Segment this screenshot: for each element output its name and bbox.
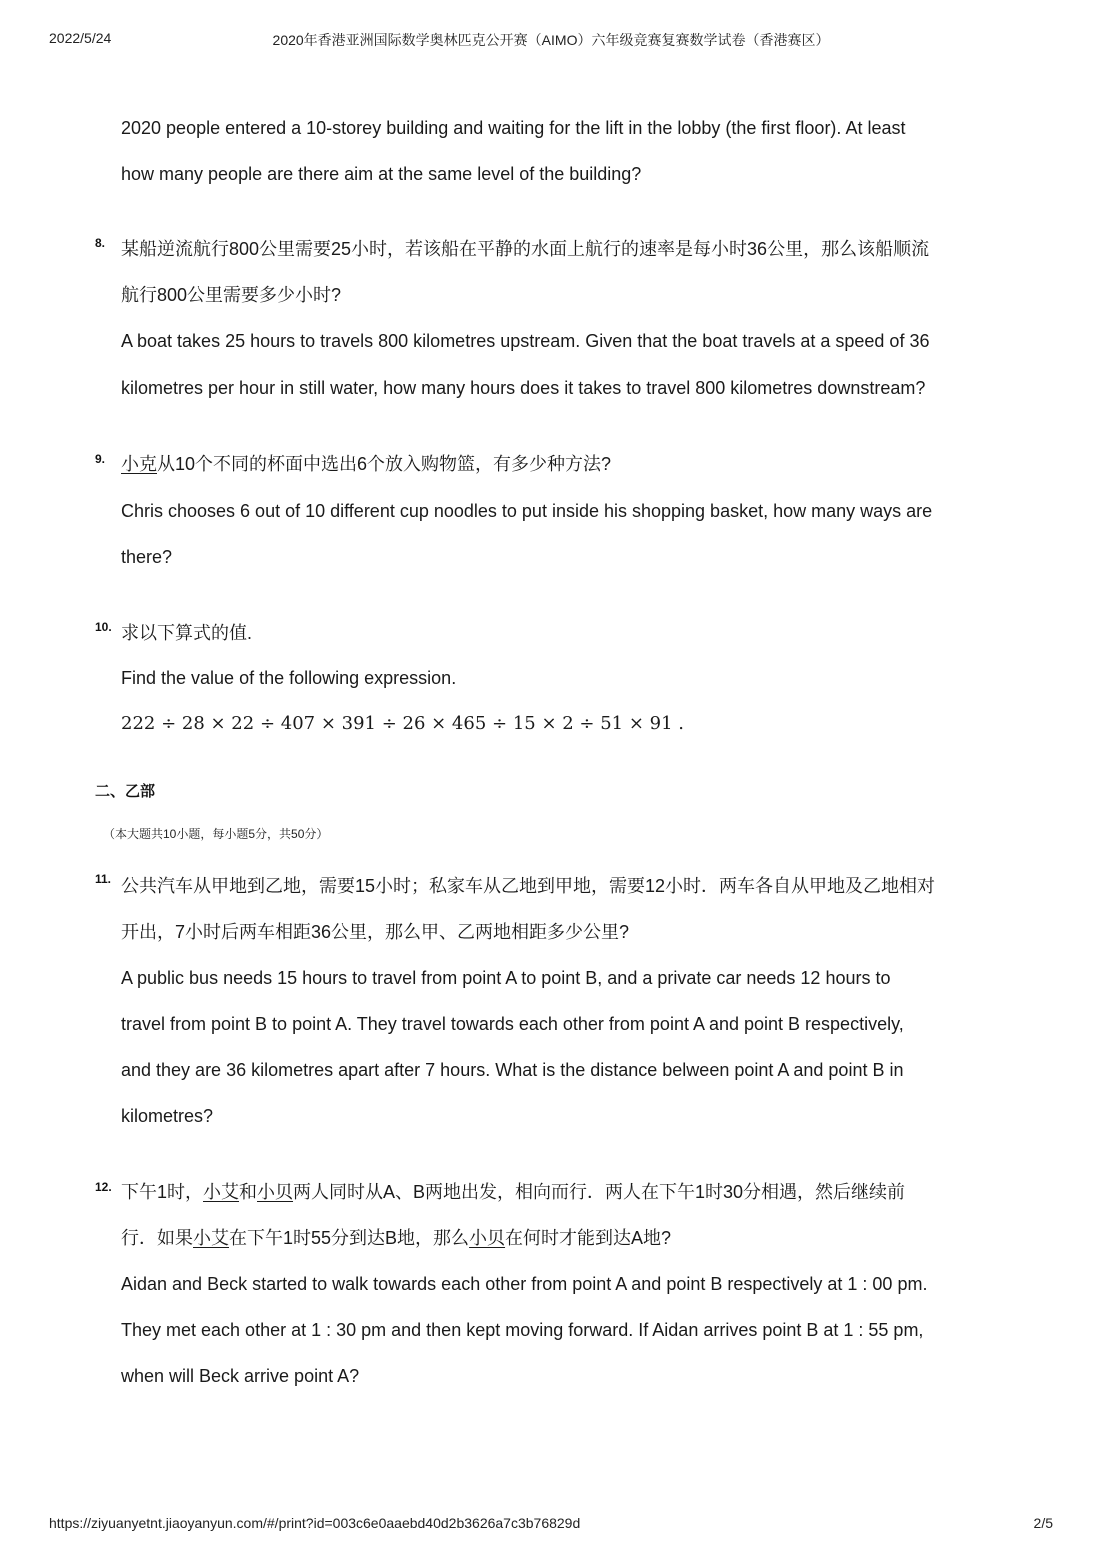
q12-english-line-3: when will Beck arrive point A? [121,1366,360,1386]
page-url: https://ziyuanyetnt.jiaoyanyun.com/#/print?id=003c6e0aaebd40d2b3626a7c3b76829d [49,1515,581,1531]
q12-english-line-1: Aidan and Beck started to walk towards each other from point A and point B respectively at 1 : 00 pm. [121,1274,928,1294]
page-number: 2/5 [1033,1515,1053,1531]
name-xiaoke: 小克 [121,454,157,474]
q10-chinese-line-1: 求以下算式的值. [121,623,253,643]
q7-english-line-2: how many people are there aim at the same level of the building? [121,164,642,184]
q12-text: 下午1时， [121,1182,204,1202]
q8-english-line-1: A boat takes 25 hours to travels 800 kilometres upstream. Given that the boat travels at a speed of 36 [121,331,930,351]
q12-english-line-2: They met each other at 1 : 30 pm and then kept moving forward. If Aidan arrives point B at 1 : 55 pm, [121,1320,924,1340]
name-xiaoai: 小艾 [193,1228,229,1248]
q8-chinese-line-2: 航行800公里需要多少小时? [121,285,342,305]
q11-english-line-1: A public bus needs 15 hours to travel from point A to point B, and a private car needs 12 hours to [121,968,891,988]
q12-text: 在下午1时55分到达B地，那么 [229,1228,470,1248]
question-number: 11. [95,872,112,886]
q12-chinese-line-1 [121,1180,905,1204]
section-note: （本大题共10小题，每小题5分，共50分） [103,827,329,841]
q8-chinese-line-1: 某船逆流航行800公里需要25小时，若该船在平静的水面上航行的速率是每小时36公里，那么该船顺流 [121,239,930,259]
q9-chinese-text: 从10个不同的杯面中选出6个放入购物篮，有多少种方法? [157,454,612,474]
question-number: 12. [95,1180,112,1194]
q9-english-line-2: there? [121,547,173,567]
print-date: 2022/5/24 [49,30,112,46]
q12-text: 在何时才能到达A地? [505,1228,672,1248]
q12-text: 行．如果 [121,1228,193,1248]
q11-chinese-line-2: 开出，7小时后两车相距36公里，那么甲、乙两地相距多少公里? [121,922,630,942]
question-number: 8. [95,236,106,250]
question-number: 9. [95,452,106,466]
q11-english-line-4: kilometres? [121,1106,214,1126]
question-number: 10. [95,620,112,634]
q11-chinese-line-1: 公共汽车从甲地到乙地，需要15小时；私家车从乙地到甲地，需要12小时．两车各自从甲地及乙地相对 [121,876,936,896]
q9-chinese-line-1 [121,452,611,476]
q8-english-line-2: kilometres per hour in still water, how many hours does it takes to travel 800 kilometres downstream? [121,378,926,398]
name-xiaobei: 小贝 [257,1182,294,1202]
q11-english-line-2: travel from point B to point A. They travel towards each other from point A and point B respectively, [121,1014,904,1034]
name-xiaobei: 小贝 [469,1228,506,1248]
name-xiaoai: 小艾 [203,1182,240,1202]
section-title: 二、乙部 [95,783,156,800]
q12-text: 两人同时从A、B两地出发，相向而行．两人在下午1时30分相遇，然后继续前 [293,1182,906,1202]
q11-english-line-3: and they are 36 kilometres apart after 7 hours. What is the distance belween point A and point B in [121,1060,904,1080]
q9-english-line-1: Chris chooses 6 out of 10 different cup noodles to put inside his shopping basket, how many ways are [121,501,933,521]
q12-chinese-line-2 [121,1226,671,1250]
page-header-title: 2020年香港亚洲国际数学奥林匹克公开赛（AIMO）六年级竞赛复赛数学试卷（香港赛区） [272,32,830,48]
q7-english-line-1: 2020 people entered a 10-storey building and waiting for the lift in the lobby (the first floor). At least [121,118,906,138]
q10-expression: 222 ÷ 28 × 22 ÷ 407 × 391 ÷ 26 × 465 ÷ 15 × 2 ÷ 51 × 91 . [121,713,685,734]
q10-english-line-1: Find the value of the following expression. [121,668,457,688]
q12-text: 和 [239,1182,258,1202]
